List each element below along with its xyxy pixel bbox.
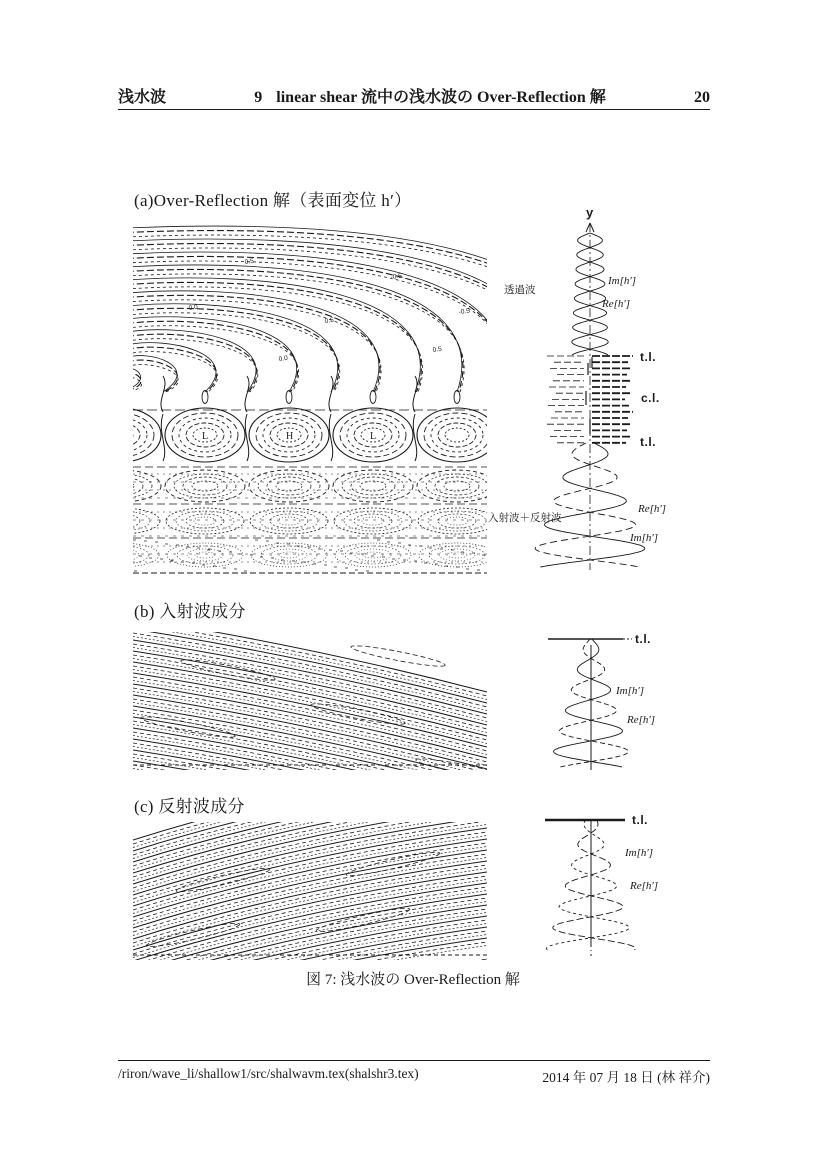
contour-value-label: 0.0 xyxy=(278,354,289,363)
footer-source-path: /riron/wave_li/shallow1/src/shalwavm.tex(shalshr3.tex) xyxy=(118,1066,419,1081)
cell-extremum-label: L xyxy=(202,431,209,442)
header-section-title xyxy=(254,84,605,107)
panel-b-title: (b) 入射波成分 xyxy=(134,602,246,621)
turning-level-top-label: t.l. xyxy=(640,350,656,364)
footer-date-author: 2014 年 07 月 18 日 (林 祥介) xyxy=(542,1070,710,1085)
y-axis-label: y xyxy=(586,205,594,220)
contour-value-label: 0.5 xyxy=(432,345,443,354)
im-h-label: Im[h′] xyxy=(625,847,654,859)
re-h-upper-label: Re[h′] xyxy=(602,298,631,310)
panel-a-title: (a)Over-Reflection 解（表面変位 h′） xyxy=(134,191,412,210)
contour-value-label: -0.5 xyxy=(458,307,471,316)
contour-value-label: -0.5 xyxy=(390,272,403,281)
contour-value-label: 0.5 xyxy=(244,257,255,266)
section-number: 9 xyxy=(254,89,263,106)
panel-c-wave-profile xyxy=(520,793,710,965)
im-h-upper-label: Im[h′] xyxy=(608,275,637,287)
panel-c-contour-plot xyxy=(133,822,487,960)
panel-c-title: (c) 反射波成分 xyxy=(134,797,245,816)
transmitted-wave-label: 透過波 xyxy=(504,285,536,296)
page-footer xyxy=(118,1066,710,1086)
re-h-lower-label: Re[h′] xyxy=(638,503,667,515)
turning-level-label: t.l. xyxy=(632,813,648,827)
section-title: linear shear 流中の浅水波の Over-Reflection 解 xyxy=(276,89,606,106)
im-h-label: Im[h′] xyxy=(616,685,645,697)
contour-value-label: 0.5 xyxy=(324,316,335,325)
footer-rule xyxy=(118,1060,710,1061)
cell-extremum-label: L xyxy=(370,431,377,442)
page-header xyxy=(118,84,710,107)
critical-level-label: c.l. xyxy=(641,391,660,405)
panel-a-contour-plot xyxy=(133,224,487,576)
panel-a-wave-profile xyxy=(480,205,710,577)
cell-extremum-label: H xyxy=(286,431,294,442)
re-h-label: Re[h′] xyxy=(627,714,656,726)
figure-caption: 図 7: 浅水波の Over-Reflection 解 xyxy=(306,972,520,988)
re-h-label: Re[h′] xyxy=(630,880,659,892)
im-h-lower-label: Im[h′] xyxy=(630,532,659,544)
header-left-title: 浅水波 xyxy=(118,89,167,106)
contour-value-label: 0.0 xyxy=(188,303,199,312)
incident-plus-reflected-label: 入射波＋反射波 xyxy=(488,513,562,524)
panel-b-wave-profile xyxy=(520,613,710,785)
header-rule xyxy=(118,109,710,110)
page-number: 20 xyxy=(693,89,710,106)
turning-level-label: t.l. xyxy=(635,632,651,646)
turning-level-bottom-label: t.l. xyxy=(640,435,656,449)
panel-b-contour-plot xyxy=(133,632,487,770)
